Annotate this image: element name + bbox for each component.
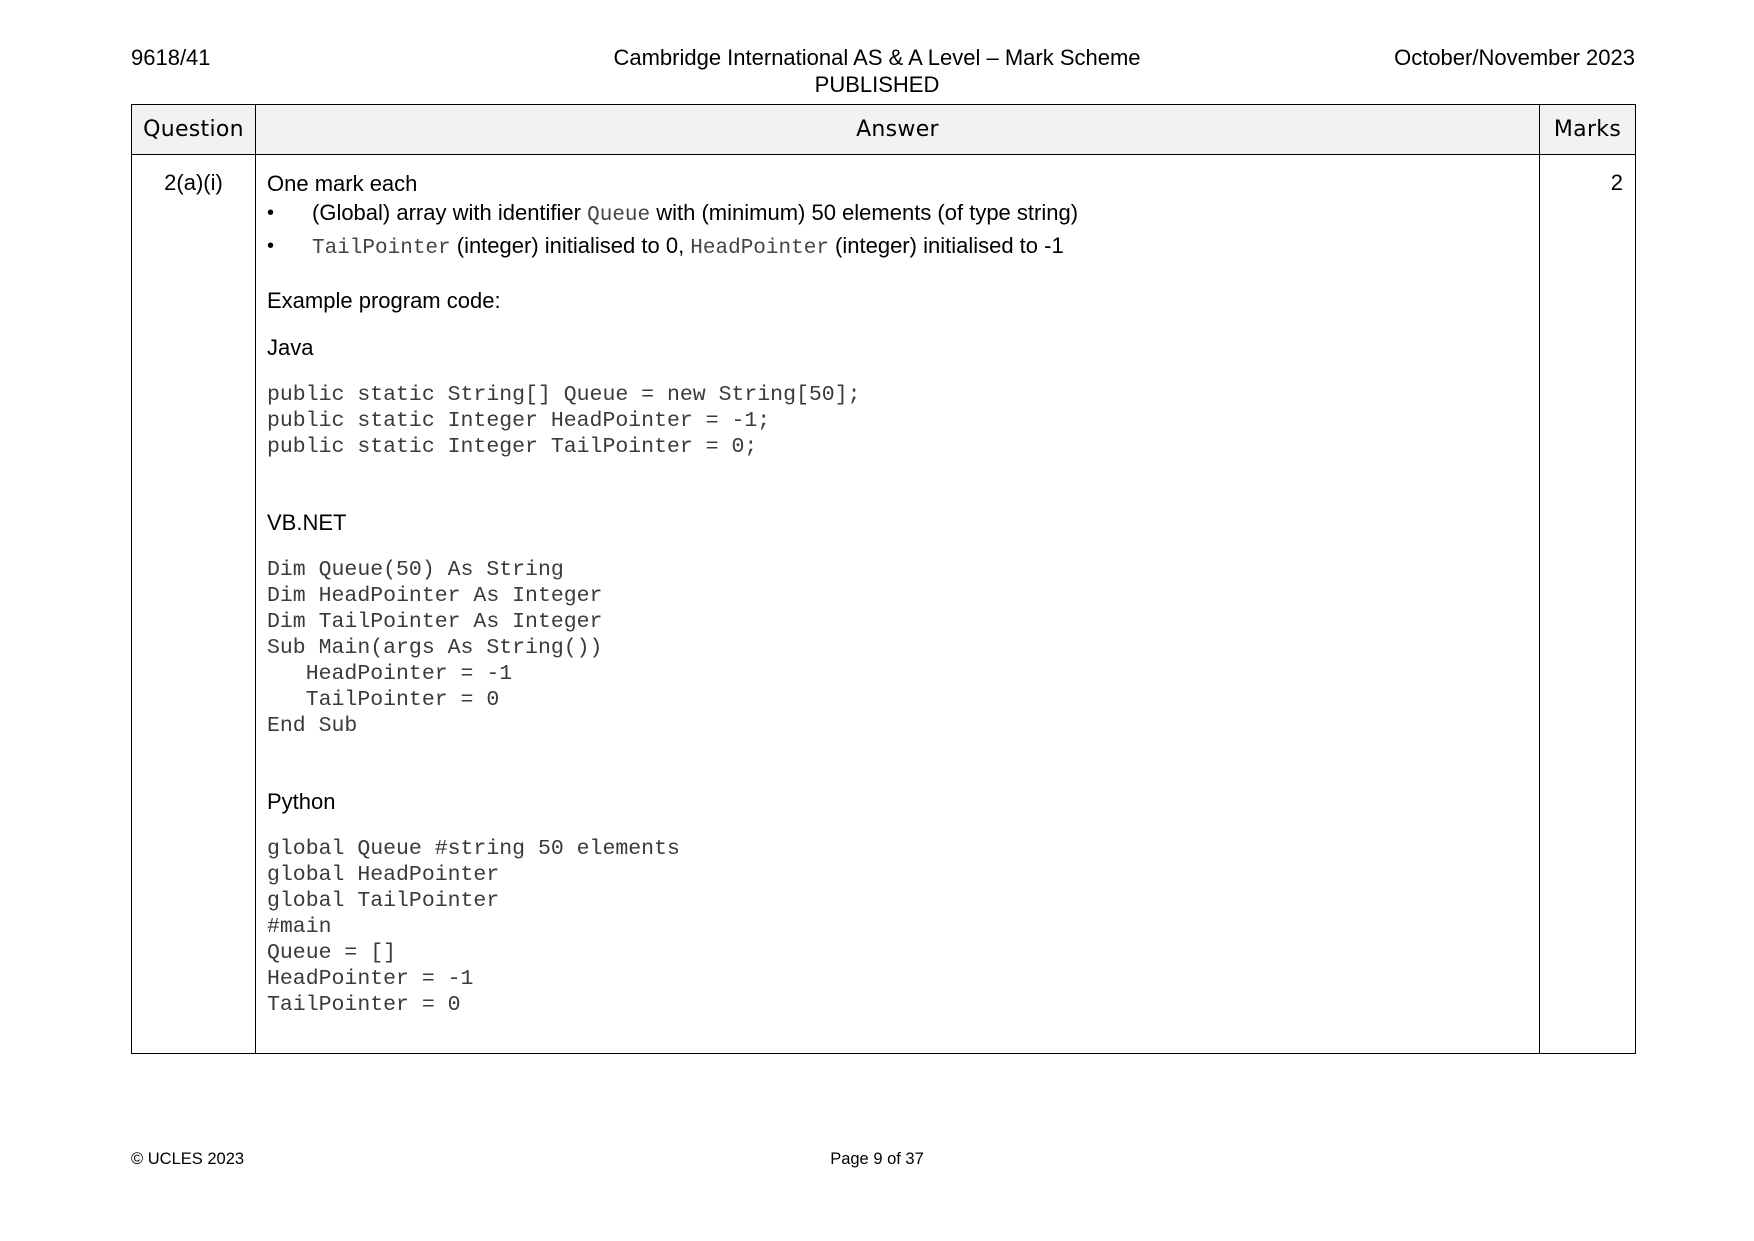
example-code-label: Example program code: [267, 288, 501, 313]
copyright: © UCLES 2023 [131, 1150, 245, 1168]
marking-point-1-post: with (minimum) 50 elements (of type string) [650, 200, 1079, 225]
question-number: 2(a)(i) [132, 155, 256, 1054]
marking-point-2-post: (integer) initialised to -1 [828, 233, 1064, 258]
mark-scheme-table [131, 104, 1636, 1054]
answer-cell [256, 155, 1540, 1054]
vbnet-code-block: Dim Queue(50) As String Dim HeadPointer As Integer Dim TailPointer As Integer Sub Main(args As String()) HeadPointer = -1 TailPointer = 0 End Sub [267, 558, 603, 738]
paper-code: 9618/41 [131, 45, 211, 70]
answer-intro: One mark each [267, 171, 418, 196]
vbnet-heading: VB.NET [267, 510, 347, 535]
identifier-queue: Queue [587, 204, 651, 227]
marking-point-1 [267, 198, 1528, 231]
marks-value: 2 [1540, 155, 1636, 1054]
identifier-headpointer: HeadPointer [690, 237, 829, 260]
column-header-question: Question [132, 105, 256, 155]
column-header-marks: Marks [1540, 105, 1636, 155]
title-line-2: PUBLISHED [814, 72, 940, 97]
python-code-block: global Queue #string 50 elements global HeadPointer global TailPointer #main Queue = [] HeadPointer = -1 TailPointer = 0 [267, 837, 680, 1017]
java-code-block: public static String[] Queue = new String[50]; public static Integer HeadPointer = -1; public static Integer TailPointer = 0; [267, 383, 861, 459]
table-header-row [132, 105, 1636, 155]
page-number: Page 9 of 37 [830, 1150, 924, 1168]
identifier-tailpointer: TailPointer [312, 237, 451, 260]
title-line-1: Cambridge International AS & A Level – Mark Scheme [613, 45, 1141, 70]
marking-points [267, 198, 1528, 264]
python-heading: Python [267, 789, 336, 814]
java-heading: Java [267, 335, 314, 360]
marking-point-2 [267, 231, 1528, 264]
marking-point-1-pre: (Global) array with identifier [312, 200, 588, 225]
marking-point-2-mid: (integer) initialised to 0, [450, 233, 691, 258]
table-row [132, 155, 1636, 1054]
column-header-answer: Answer [256, 105, 1540, 155]
exam-session: October/November 2023 [1394, 45, 1635, 70]
